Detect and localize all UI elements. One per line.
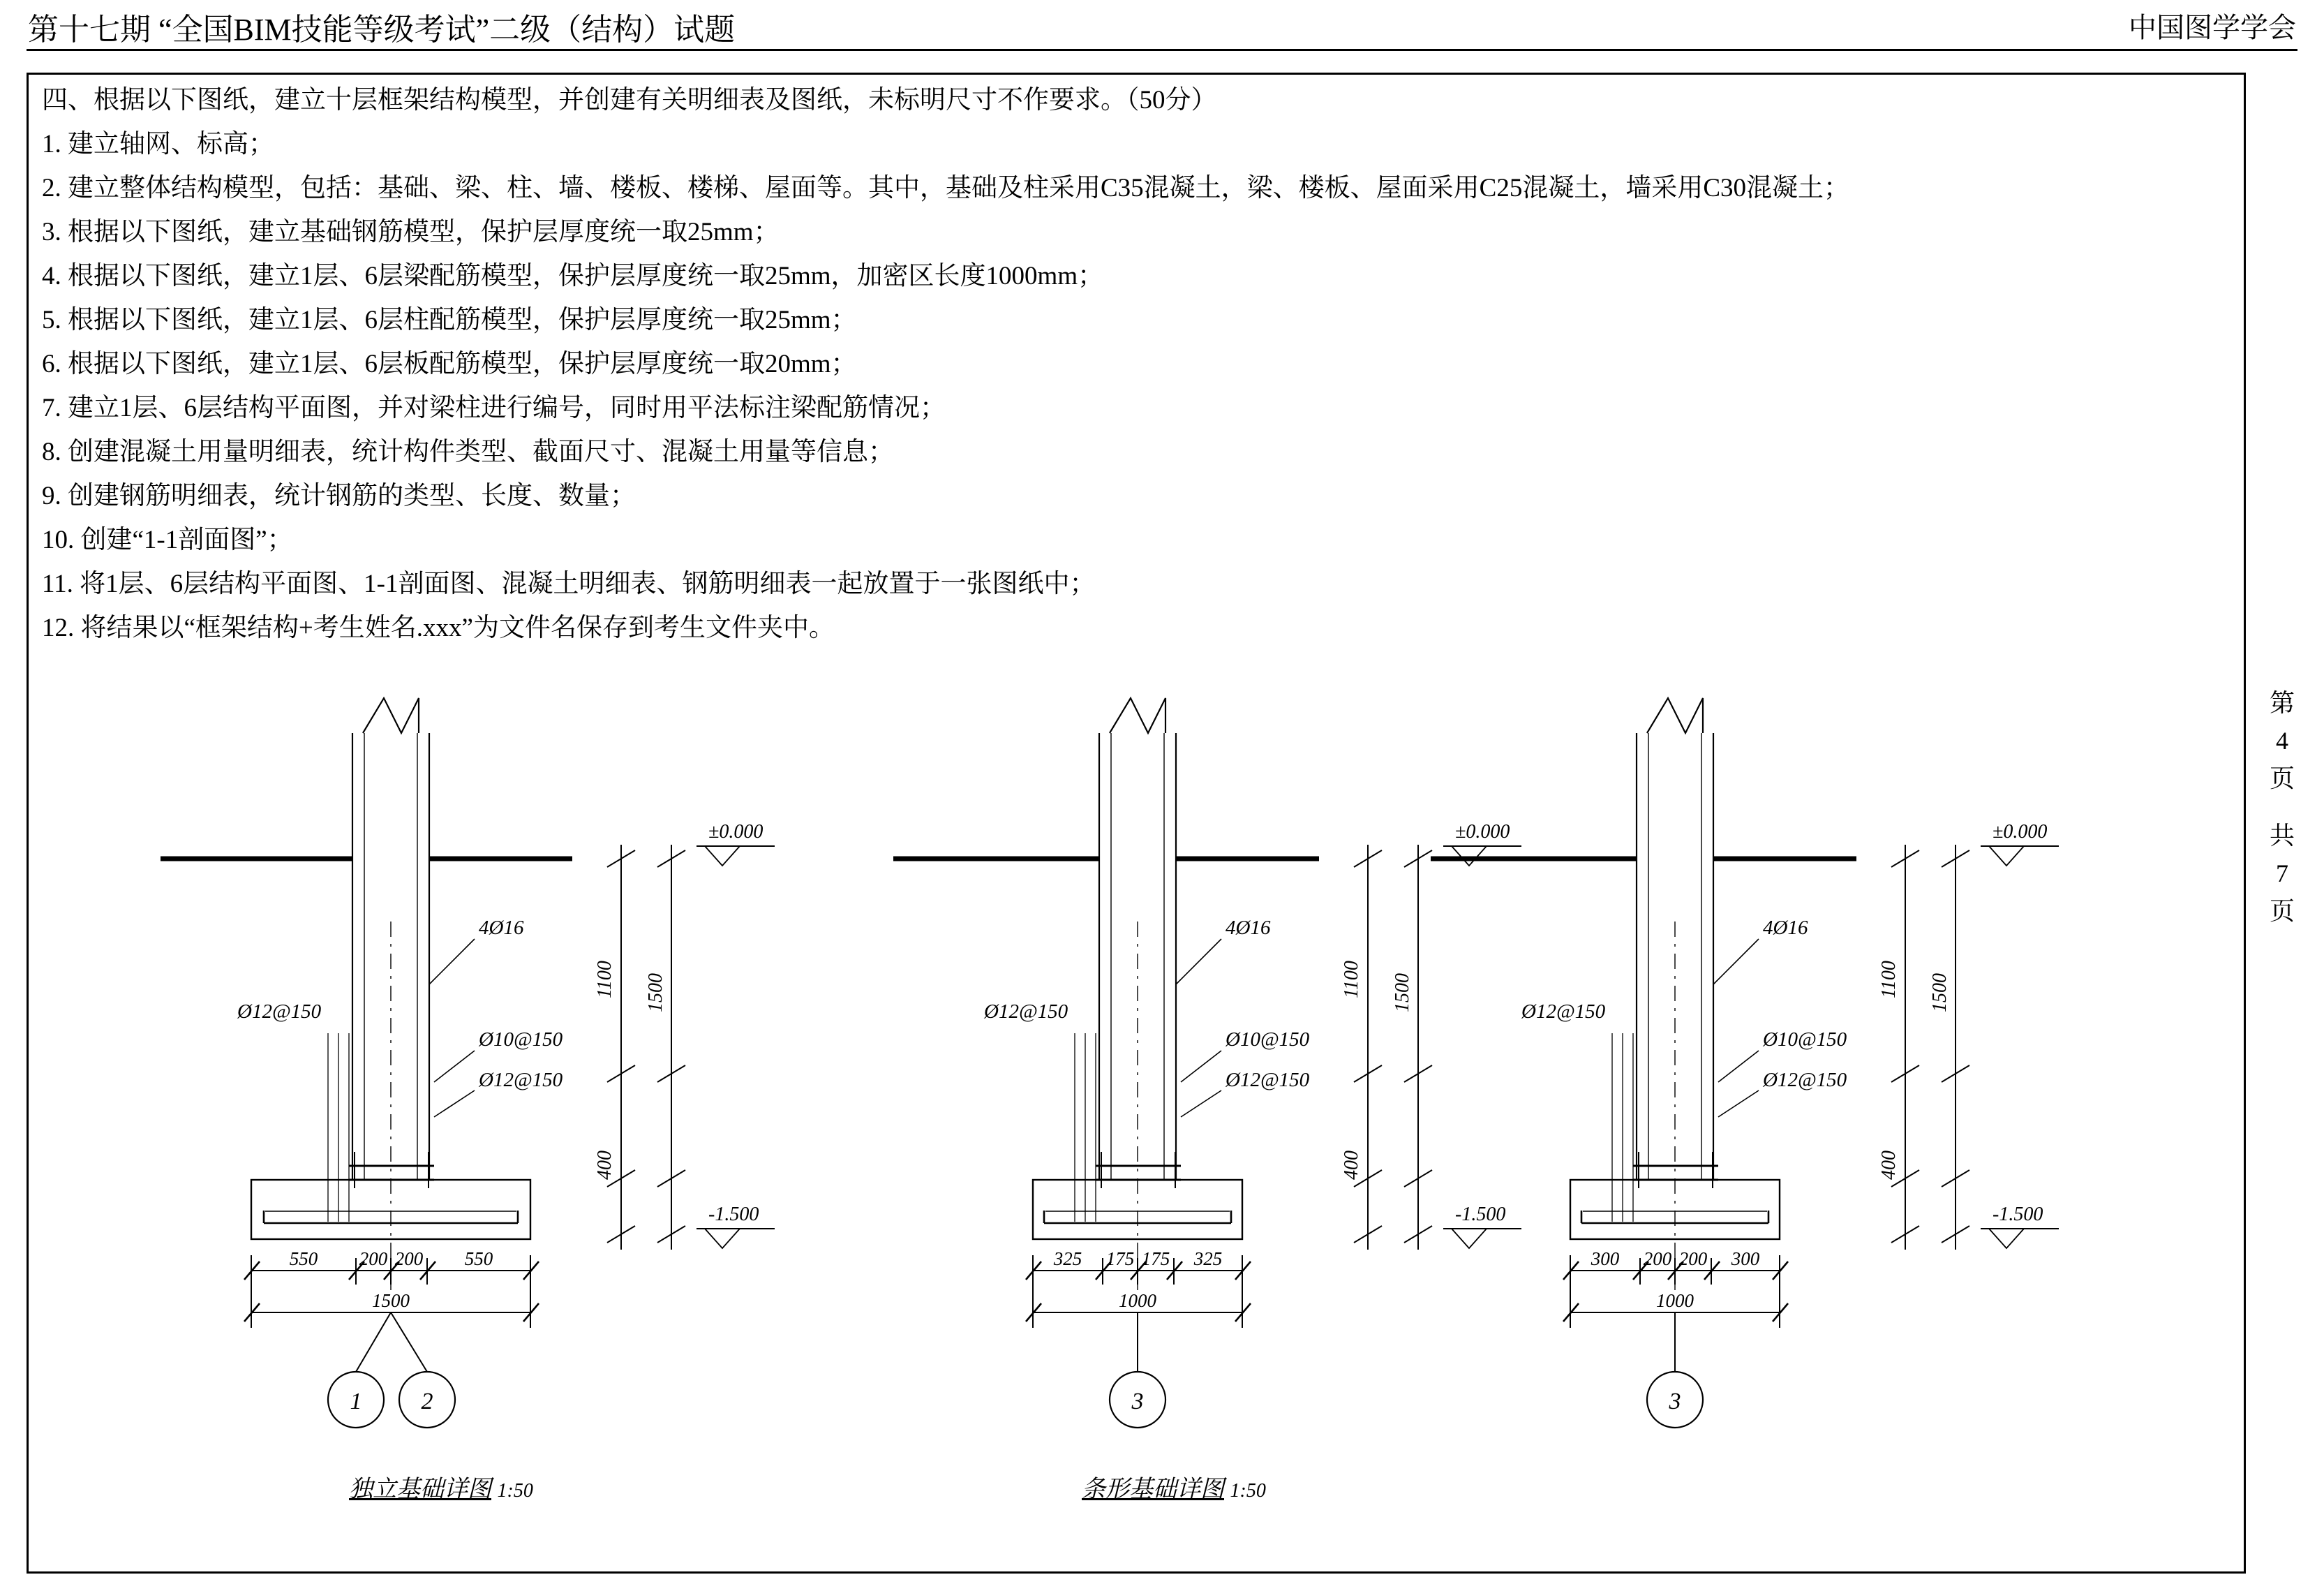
rebar-label-low: Ø12@150 [479,1069,563,1091]
dim-v-upper: 1100 [1878,961,1900,998]
rebar-label-low: Ø12@150 [1226,1069,1310,1091]
dim-h-1: 300 [1591,1248,1620,1269]
page-marker [2261,684,2303,930]
header-divider [27,49,2297,51]
dim-v-lower: 400 [1341,1150,1362,1180]
rebar-label-left: Ø12@150 [237,1000,322,1023]
axis-bubble-1: 1 [350,1389,362,1414]
question-item-4: 4. 根据以下图纸，建立1层、6层梁配筋模型，保护层厚度统一取25mm，加密区长度1000mm； [42,262,1104,290]
dim-h-4: 325 [1193,1248,1223,1269]
dim-h-total: 1000 [1119,1290,1156,1311]
level-top-label: ±0.000 [708,821,764,843]
dim-h-total: 1500 [372,1290,410,1311]
question-item-9: 9. 创建钢筋明细表，统计钢筋的类型、长度、数量； [42,482,636,510]
question-item-10: 10. 创建“1-1剖面图”； [42,526,293,554]
question-item-7: 7. 建立1层、6层结构平面图，并对梁柱进行编号，同时用平法标注梁配筋情况； [42,394,946,422]
caption-scale: 1:50 [497,1480,533,1502]
rebar-label-top: 4Ø16 [479,917,524,939]
question-item-1: 1. 建立轴网、标高； [42,130,274,158]
question-block [42,78,2177,650]
page-title: 第十七期 “全国BIM技能等级考试”二级（结构）试题 [28,13,736,47]
drawing-caption-1 [349,1470,533,1504]
rebar-label-left: Ø12@150 [1521,1000,1606,1023]
level-bottom-label: -1.500 [708,1204,759,1225]
dim-h-3: 175 [1141,1248,1170,1269]
page-marker-line-3: 页 [2269,764,2295,792]
rebar-label-left: Ø12@150 [984,1000,1068,1023]
axis-bubble-1: 3 [1131,1389,1144,1414]
rebar-label-top: 4Ø16 [1226,917,1271,939]
dim-h-total: 1000 [1656,1290,1694,1311]
dim-v-total: 1500 [1929,973,1951,1012]
question-item-11: 11. 将1层、6层结构平面图、1-1剖面图、混凝土明细表、钢筋明细表一起放置于一张图纸中； [42,570,1096,598]
level-top-label: ±0.000 [1455,821,1510,843]
dim-h-3: 200 [1678,1248,1708,1269]
page-marker-line-1: 第 [2269,689,2295,717]
caption-scale: 1:50 [1230,1480,1266,1502]
rebar-label-top: 4Ø16 [1763,917,1808,939]
organization-name: 中国图学学会 [2129,12,2296,43]
level-bottom-label: -1.500 [1455,1204,1506,1225]
question-heading: 四、根据以下图纸，建立十层框架结构模型，并创建有关明细表及图纸，未标明尺寸不作要求。（50分） [42,86,1217,114]
dim-h-1: 550 [289,1248,318,1269]
axis-bubble-2: 2 [421,1389,433,1414]
page-marker-line-5: 7 [2276,859,2288,887]
question-item-3: 3. 根据以下图纸，建立基础钢筋模型，保护层厚度统一取25mm； [42,218,780,246]
page-marker-line-4: 共 [2269,822,2295,850]
dim-h-4: 300 [1731,1248,1760,1269]
dim-v-lower: 400 [1878,1150,1900,1180]
dim-h-2: 200 [359,1248,388,1269]
drawing-caption-2 [1082,1470,1266,1504]
rebar-label-low: Ø12@150 [1763,1069,1847,1091]
page-marker-line-2: 4 [2276,727,2288,755]
question-item-6: 6. 根据以下图纸，建立1层、6层板配筋模型，保护层厚度统一取20mm； [42,350,857,378]
level-bottom-label: -1.500 [1992,1204,2043,1225]
caption-label: 条形基础详图 [1082,1477,1224,1502]
rebar-label-mid: Ø10@150 [479,1028,563,1051]
page-marker-line-6: 页 [2269,897,2295,925]
dim-v-total: 1500 [645,973,666,1012]
question-item-8: 8. 创建混凝土用量明细表，统计构件类型、截面尺寸、混凝土用量等信息； [42,438,894,466]
dim-h-4: 550 [464,1248,493,1269]
dim-h-1: 325 [1053,1248,1082,1269]
caption-label: 独立基础详图 [349,1477,491,1502]
question-item-5: 5. 根据以下图纸，建立1层、6层柱配筋模型，保护层厚度统一取25mm； [42,306,857,334]
rebar-label-mid: Ø10@150 [1226,1028,1310,1051]
axis-bubble-1: 3 [1669,1389,1681,1414]
question-item-2: 2. 建立整体结构模型，包括：基础、梁、柱、墙、楼板、楼梯、屋面等。其中，基础及柱采用C35混凝土，梁、楼板、屋面采用C25混凝土，墙采用C30混凝土； [42,174,1850,202]
dim-h-3: 200 [394,1248,424,1269]
dim-v-upper: 1100 [594,961,616,998]
rebar-label-mid: Ø10@150 [1763,1028,1847,1051]
drawings-area [28,691,2219,1550]
level-top-label: ±0.000 [1992,821,2048,843]
dim-v-lower: 400 [594,1150,616,1180]
dim-v-upper: 1100 [1341,961,1362,998]
question-item-12: 12. 将结果以“框架结构+考生姓名.xxx”为文件名保存到考生文件夹中。 [42,614,835,642]
drawing-strip-footing-b [1521,691,2261,1550]
page-marker-gap [2261,797,2303,817]
page-header [28,4,2296,47]
dim-h-2: 200 [1643,1248,1672,1269]
dim-h-2: 175 [1105,1248,1135,1269]
drawing-independent-footing [237,691,977,1550]
dim-v-total: 1500 [1392,973,1413,1012]
